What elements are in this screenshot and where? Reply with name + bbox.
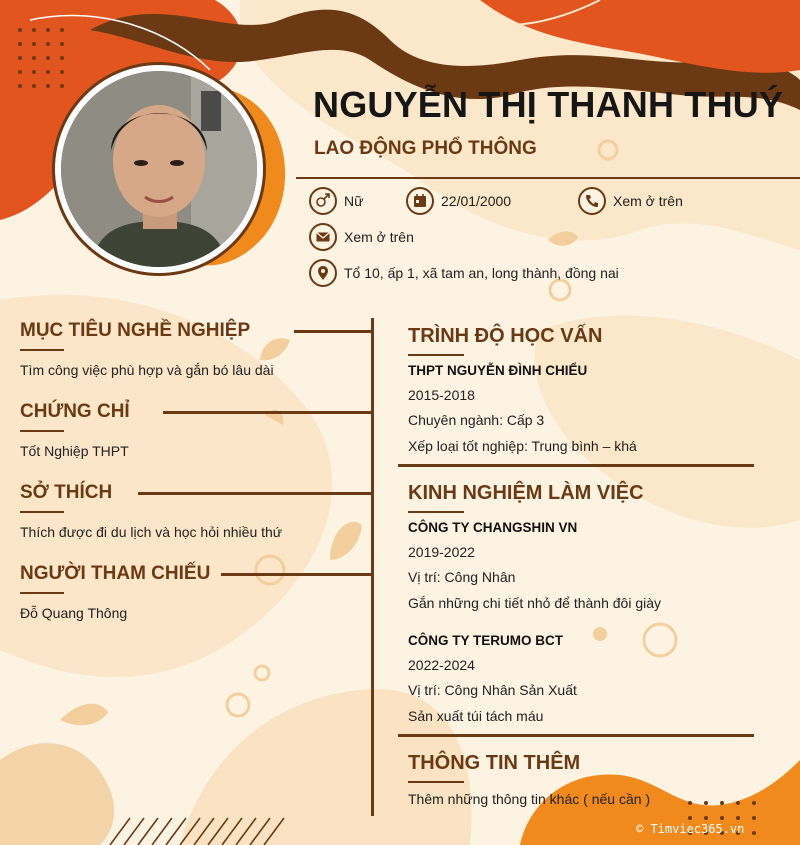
education-grade: Xếp loại tốt nghiệp: Trung bình – khá xyxy=(408,438,637,454)
header-divider xyxy=(296,177,800,179)
contact-birthday xyxy=(406,187,511,215)
experience-separator xyxy=(398,734,754,737)
contact-phone xyxy=(578,187,683,215)
references-heading: NGƯỜI THAM CHIẾU xyxy=(20,563,211,584)
contact-email xyxy=(309,223,414,251)
phone-icon xyxy=(578,187,606,215)
extra-heading: THÔNG TIN THÊM xyxy=(408,752,581,774)
objective-text: Tìm công việc phù hợp và gắn bó lâu dài xyxy=(20,362,274,378)
location-icon xyxy=(309,259,337,287)
education-underline xyxy=(408,354,464,356)
experience-position: Vị trí: Công Nhân xyxy=(408,569,516,585)
job-title: LAO ĐỘNG PHỔ THÔNG xyxy=(314,138,537,159)
education-heading: TRÌNH ĐỘ HỌC VẤN xyxy=(408,325,603,347)
extra-underline xyxy=(408,781,464,783)
phone-text: Xem ở trên xyxy=(613,193,683,209)
education-period: 2015-2018 xyxy=(408,387,475,403)
experience-position: Vị trí: Công Nhân Sản Xuất xyxy=(408,682,577,698)
contact-address xyxy=(309,259,619,287)
profile-photo xyxy=(61,71,257,267)
candidate-name: NGUYỄN THỊ THANH THUÝ xyxy=(313,84,784,125)
hobbies-text: Thích được đi du lịch và học hỏi nhiều thứ xyxy=(20,524,283,540)
extra-text: Thêm những thông tin khác ( nếu cần ) xyxy=(408,791,651,807)
certificates-underline xyxy=(20,430,64,432)
calendar-icon xyxy=(406,187,434,215)
contact-gender xyxy=(309,187,363,215)
timeline-vertical-line xyxy=(371,318,374,816)
education-separator xyxy=(398,464,754,467)
experience-period: 2022-2024 xyxy=(408,657,475,673)
address-text: Tổ 10, ấp 1, xã tam an, long thành, đồng nai xyxy=(344,265,619,281)
experience-underline xyxy=(408,511,464,513)
birthday-text: 22/01/2000 xyxy=(441,193,512,209)
gender-icon xyxy=(309,187,337,215)
experience-company: CÔNG TY CHANGSHIN VN xyxy=(408,520,578,535)
watermark: © Timviec365.vn xyxy=(636,822,745,836)
references-text: Đỗ Quang Thông xyxy=(20,605,128,621)
certificates-heading: CHỨNG CHỈ xyxy=(20,401,130,422)
experience-description: Sản xuất túi tách máu xyxy=(408,708,544,724)
references-connector xyxy=(221,573,373,576)
objective-underline xyxy=(20,349,64,351)
email-icon xyxy=(309,223,337,251)
certificates-text: Tốt Nghiệp THPT xyxy=(20,443,129,459)
hobbies-connector xyxy=(138,492,373,495)
objective-heading: MỤC TIÊU NGHỀ NGHIỆP xyxy=(20,320,251,341)
gender-text: Nữ xyxy=(344,193,364,209)
experience-description: Gắn những chi tiết nhỏ để thành đôi giày xyxy=(408,595,661,611)
education-school: THPT NGUYỄN ĐÌNH CHIỂU xyxy=(408,363,588,378)
avatar xyxy=(55,65,263,273)
certificates-connector xyxy=(163,411,373,414)
experience-company: CÔNG TY TERUMO BCT xyxy=(408,633,563,648)
hobbies-heading: SỞ THÍCH xyxy=(20,482,113,503)
email-text: Xem ở trên xyxy=(344,229,414,245)
education-major: Chuyên ngành: Cấp 3 xyxy=(408,412,545,428)
references-underline xyxy=(20,592,64,594)
experience-heading: KINH NGHIỆM LÀM VIỆC xyxy=(408,482,644,504)
hobbies-underline xyxy=(20,511,64,513)
experience-period: 2019-2022 xyxy=(408,544,475,560)
objective-connector xyxy=(294,330,373,333)
